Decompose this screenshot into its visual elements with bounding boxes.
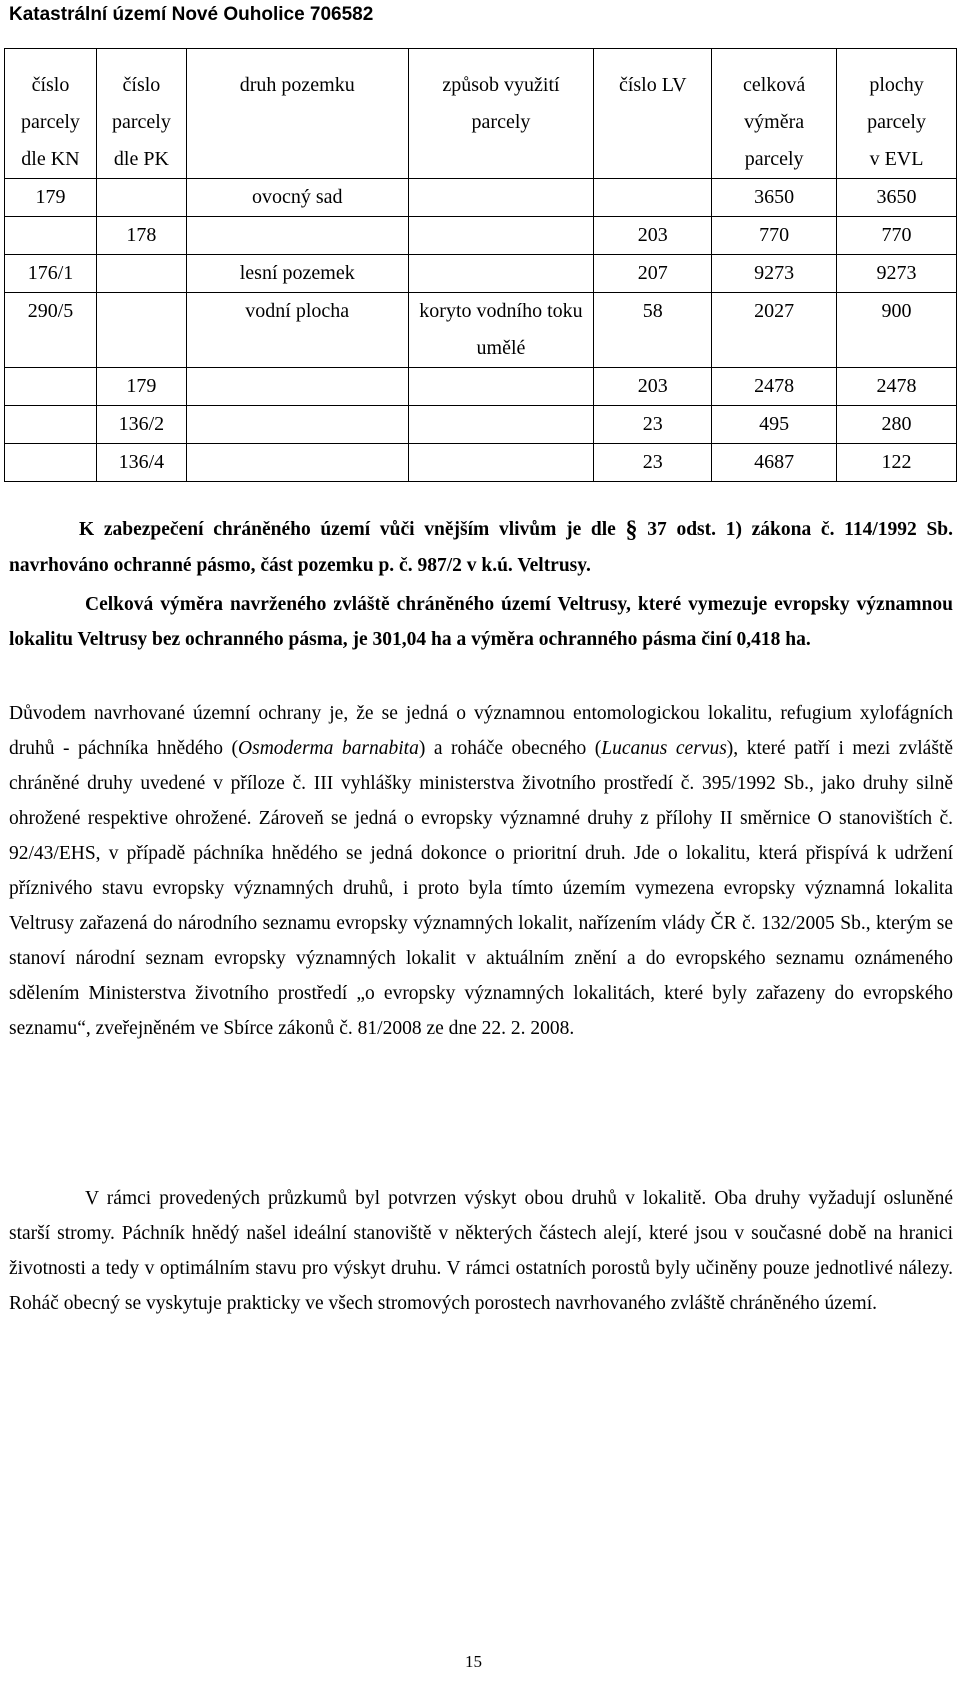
column-header bbox=[837, 49, 957, 179]
table-cell bbox=[5, 444, 97, 482]
table-cell bbox=[408, 217, 594, 255]
table-row bbox=[5, 217, 957, 255]
parcel-table bbox=[4, 48, 957, 482]
table-row bbox=[5, 368, 957, 406]
species-lucanus: Lucanus cervus bbox=[601, 738, 727, 759]
column-header-line: číslo bbox=[31, 74, 70, 96]
column-header-line: parcely bbox=[21, 111, 80, 133]
table-cell: 280 bbox=[837, 406, 957, 444]
page-number: 15 bbox=[465, 1652, 482, 1671]
table-cell bbox=[186, 444, 408, 482]
table-row bbox=[5, 179, 957, 217]
justification-text bbox=[9, 696, 953, 1046]
table-cell: 770 bbox=[712, 217, 837, 255]
table-cell: 9273 bbox=[712, 255, 837, 293]
column-header bbox=[712, 49, 837, 179]
table-row bbox=[5, 293, 957, 368]
table-cell bbox=[96, 293, 186, 368]
table-cell: 207 bbox=[594, 255, 712, 293]
table-row bbox=[5, 444, 957, 482]
table-cell: 3650 bbox=[712, 179, 837, 217]
column-header-line: parcely bbox=[471, 111, 531, 133]
area-summary-text: Celková výměra navrženého zvláště chráněného území Veltrusy, které vymezuje evropsky významnou lokalitu Veltrusy bez ochranného pásma, je 301,04 ha a výměra ochranného pásma činí 0,418 ha. bbox=[9, 594, 953, 650]
column-header-line: v EVL bbox=[869, 148, 924, 170]
table-cell bbox=[408, 368, 594, 406]
column-header bbox=[186, 49, 408, 179]
column-header bbox=[594, 49, 712, 179]
column-header-line: číslo bbox=[122, 74, 161, 96]
table-cell: 136/4 bbox=[96, 444, 186, 482]
table-cell bbox=[186, 406, 408, 444]
column-header bbox=[408, 49, 594, 179]
column-header-line: výměra bbox=[744, 111, 805, 133]
protection-zone-text bbox=[9, 512, 953, 583]
table-cell bbox=[594, 179, 712, 217]
table-cell: 900 bbox=[837, 293, 957, 368]
column-header-line: parcely bbox=[867, 111, 926, 133]
column-header bbox=[96, 49, 186, 179]
table-cell: 203 bbox=[594, 368, 712, 406]
table-cell bbox=[186, 368, 408, 406]
table-cell: 203 bbox=[594, 217, 712, 255]
species-osmoderma: Osmoderma barnabita bbox=[238, 738, 419, 759]
table-cell: 3650 bbox=[837, 179, 957, 217]
table-cell: 23 bbox=[594, 444, 712, 482]
table-cell bbox=[186, 217, 408, 255]
table-cell: lesní pozemek bbox=[186, 255, 408, 293]
protection-zone-rest: 37 odst. 1) zákona č. 114/1992 Sb. navrhováno ochranné pásmo, část pozemku p. č. 987/2 v k.ú. Veltrusy. bbox=[9, 519, 954, 576]
table-cell: 179 bbox=[96, 368, 186, 406]
paragraph-sign: § bbox=[625, 517, 638, 543]
column-header-line: plochy bbox=[869, 74, 924, 96]
table-cell bbox=[96, 179, 186, 217]
table-cell: 2027 bbox=[712, 293, 837, 368]
table-header bbox=[5, 49, 957, 179]
table-cell: 2478 bbox=[837, 368, 957, 406]
protection-zone-lead: K zabezpečení chráněného území vůči vnějším vlivům je dle bbox=[79, 519, 616, 540]
table-cell bbox=[5, 217, 97, 255]
table-cell: 2478 bbox=[712, 368, 837, 406]
table-cell: 495 bbox=[712, 406, 837, 444]
justification-part-1: Důvodem navrhované územní ochrany je, že se jedná o významnou entomologickou lokalitu, refugium xylofágních druhů - páchníka hnědého ( bbox=[9, 703, 953, 759]
table-cell: 58 bbox=[594, 293, 712, 368]
page-heading: Katastrální území Nové Ouholice 706582 bbox=[9, 4, 374, 25]
table-cell: 23 bbox=[594, 406, 712, 444]
table-cell: ovocný sad bbox=[186, 179, 408, 217]
table-cell: 9273 bbox=[837, 255, 957, 293]
column-header-line: parcely bbox=[111, 111, 171, 133]
column-header-line: dle PK bbox=[113, 148, 169, 170]
column-header bbox=[5, 49, 97, 179]
table-cell bbox=[408, 179, 594, 217]
table-cell bbox=[96, 255, 186, 293]
table-cell: 179 bbox=[5, 179, 97, 217]
justification-part-2: ) a roháče obecného ( bbox=[418, 738, 602, 759]
table-cell: koryto vodního toku umělé bbox=[408, 293, 594, 368]
table-cell bbox=[408, 406, 594, 444]
table-row bbox=[5, 406, 957, 444]
table-cell: 176/1 bbox=[5, 255, 97, 293]
column-header-line: celková bbox=[743, 74, 806, 96]
table-cell bbox=[408, 444, 594, 482]
table-body bbox=[5, 179, 957, 482]
justification-part-3: ), které patří i mezi zvláště chráněné druhy uvedené v příloze č. III vyhlášky ministerstva životního prostředí č. 395/1992 Sb., jako druhy silně ohrožené respektive ohrožené. Zároveň se jedná o evropsky významné druhy z přílohy II směrnice O stanovištích č. 92/43/EHS, v případě páchníka hnědého se jedná dokonce o prioritní druh. Jde o lokalitu, která přispívá k udržení příznivého stavu evropsky významných druhů, i proto byla tímto územím vymezena evropsky významná lokalita Veltrusy zařazená do národního seznamu evropsky významných lokalit, nařízením vlády ČR č. 132/2005 Sb., kterým se stanoví národní seznam evropsky významných lokalit v aktuálním znění a do evropského seznamu oznámeného sdělením Ministerstva životního prostředí „o evropsky významných lokalitách, které byly zařazeny do evropského seznamu“, zveřejněném ve Sbírce zákonů č. 81/2008 ze dne 22. 2. 2008. bbox=[9, 738, 953, 1039]
column-header-line: dle KN bbox=[21, 148, 80, 170]
column-header-line: číslo LV bbox=[618, 74, 687, 96]
table-cell: 122 bbox=[837, 444, 957, 482]
table-row bbox=[5, 255, 957, 293]
table-cell: 136/2 bbox=[96, 406, 186, 444]
table-cell: 770 bbox=[837, 217, 957, 255]
table-cell bbox=[5, 406, 97, 444]
table-cell: 290/5 bbox=[5, 293, 97, 368]
column-header-line: parcely bbox=[744, 148, 804, 170]
table-cell: 178 bbox=[96, 217, 186, 255]
table-cell bbox=[5, 368, 97, 406]
table-cell: vodní plocha bbox=[186, 293, 408, 368]
column-header-line: způsob využití bbox=[442, 74, 560, 96]
table-cell bbox=[408, 255, 594, 293]
table-cell: 4687 bbox=[712, 444, 837, 482]
survey-results-text: V rámci provedených průzkumů byl potvrzen výskyt obou druhů v lokalitě. Oba druhy vyžadují osluněné starší stromy. Páchník hnědý našel ideální stanoviště v některých částech alejí, které jsou v současné době na hranici životnosti a tedy v optimálním stavu pro výskyt druhu. V rámci ostatních porostů byly učiněny pouze jednotlivé nálezy. Roháč obecný se vyskytuje prakticky ve všech stromových porostech navrhovaného zvláště chráněného území. bbox=[9, 1188, 953, 1314]
column-header-line: druh pozemku bbox=[239, 74, 355, 96]
